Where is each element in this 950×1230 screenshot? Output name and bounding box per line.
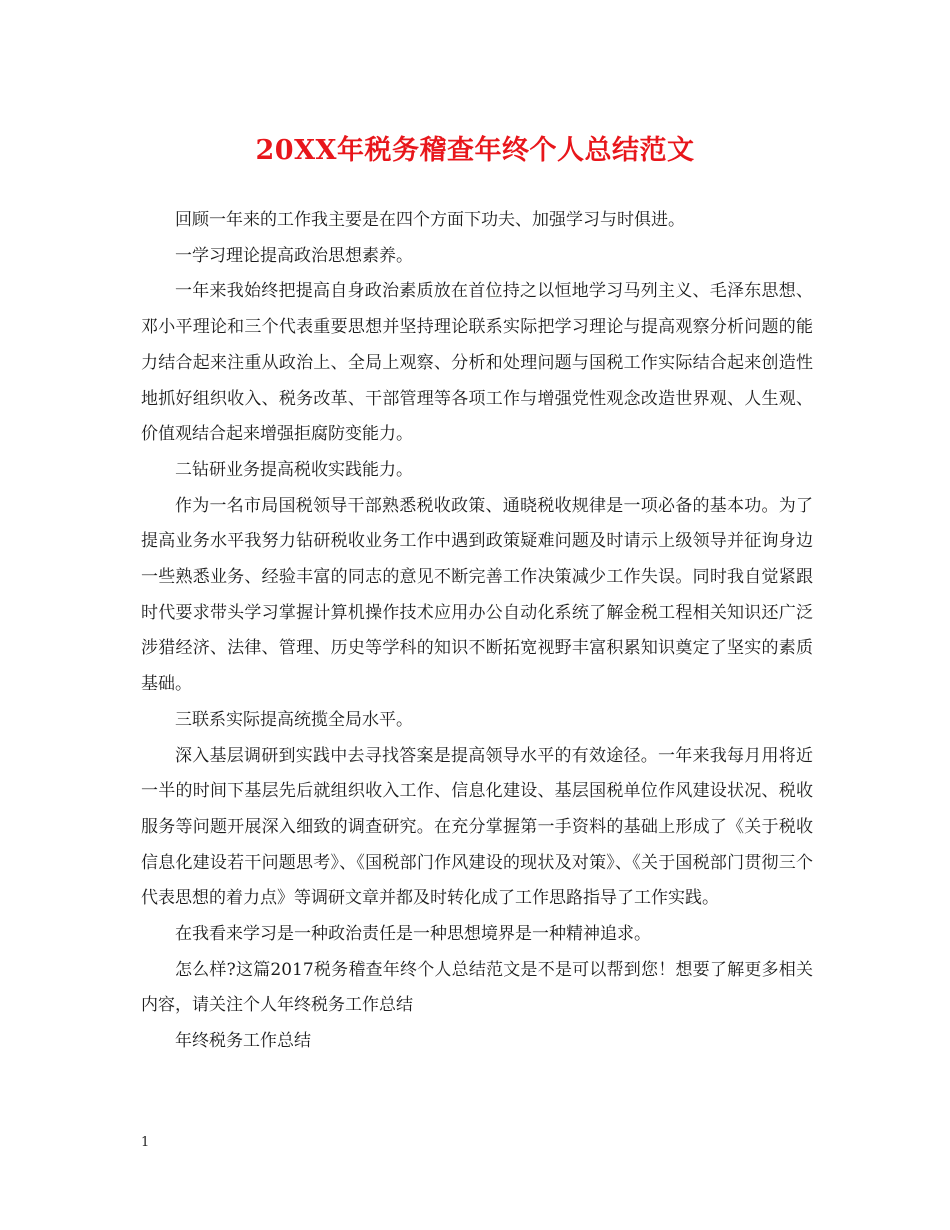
heading-section-1: 一学习理论提高政治思想素养。 xyxy=(175,245,413,266)
document-body xyxy=(141,203,813,1060)
paragraph-section-2: 作为一名市局国税领导干部熟悉税收政策、通晓税收规律是一项必备的基本功。为了提高业务水平我努力钻研税收业务工作中遇到政策疑难问题及时请示上级领导并征询身边一些熟悉业务、经验丰富的同志的意见不断完善工作决策减少工作失误。同时我自觉紧跟时代要求带头学习掌握计算机操作技术应用办公自动化系统了解金税工程相关知识还广泛涉猎经济、法律、管理、历史等学科的知识不断拓宽视野丰富积累知识奠定了坚实的素质基础。 xyxy=(141,495,813,695)
paragraph-intro: 回顾一年来的工作我主要是在四个方面下功夫、加强学习与时俱进。 xyxy=(175,210,685,230)
heading-section-3: 三联系实际提高统揽全局水平。 xyxy=(175,709,413,730)
paragraph-section-3: 深入基层调研到实践中去寻找答案是提高领导水平的有效途径。一年来我每月用将近一半的时间下基层先后就组织收入工作、信息化建设、基层国税单位作风建设状况、税收服务等问题开展深入细致的调查研究。在充分掌握第一手资料的基础上形成了《关于税收信息化建设若干问题思考》、《国税部门作风建设的现状及对策》、《关于国税部门贯彻三个代表思想的着力点》等调研文章并都及时转化成了工作思路指导了工作实践。 xyxy=(141,745,813,909)
heading-section-2: 二钻研业务提高税收实践能力。 xyxy=(175,459,413,480)
paragraph-section-1: 一年来我始终把提高自身政治素质放在首位持之以恒地学习马列主义、毛泽东思想、邓小平理论和三个代表重要思想并坚持理论联系实际把学习理论与提高观察分析问题的能力结合起来注重从政治上、全局上观察、分析和处理问题与国税工作实际结合起来创造性地抓好组织收入、税务改革、干部管理等各项工作与增强党性观念改造世界观、人生观、价值观结合起来增强拒腐防变能力。 xyxy=(141,281,813,445)
paragraph-promo: 怎么样?这篇2017税务稽查年终个人总结范文是不是可以帮到您！想要了解更多相关内容，请关注个人年终税务工作总结 xyxy=(141,959,813,1016)
paragraph-reflection: 在我看来学习是一种政治责任是一种思想境界是一种精神追求。 xyxy=(175,924,651,945)
paragraph-related-link: 年终税务工作总结 xyxy=(175,1031,311,1052)
page-number: 1 xyxy=(141,1135,150,1150)
document-title: 20XX年税务稽查年终个人总结范文 xyxy=(255,135,695,166)
